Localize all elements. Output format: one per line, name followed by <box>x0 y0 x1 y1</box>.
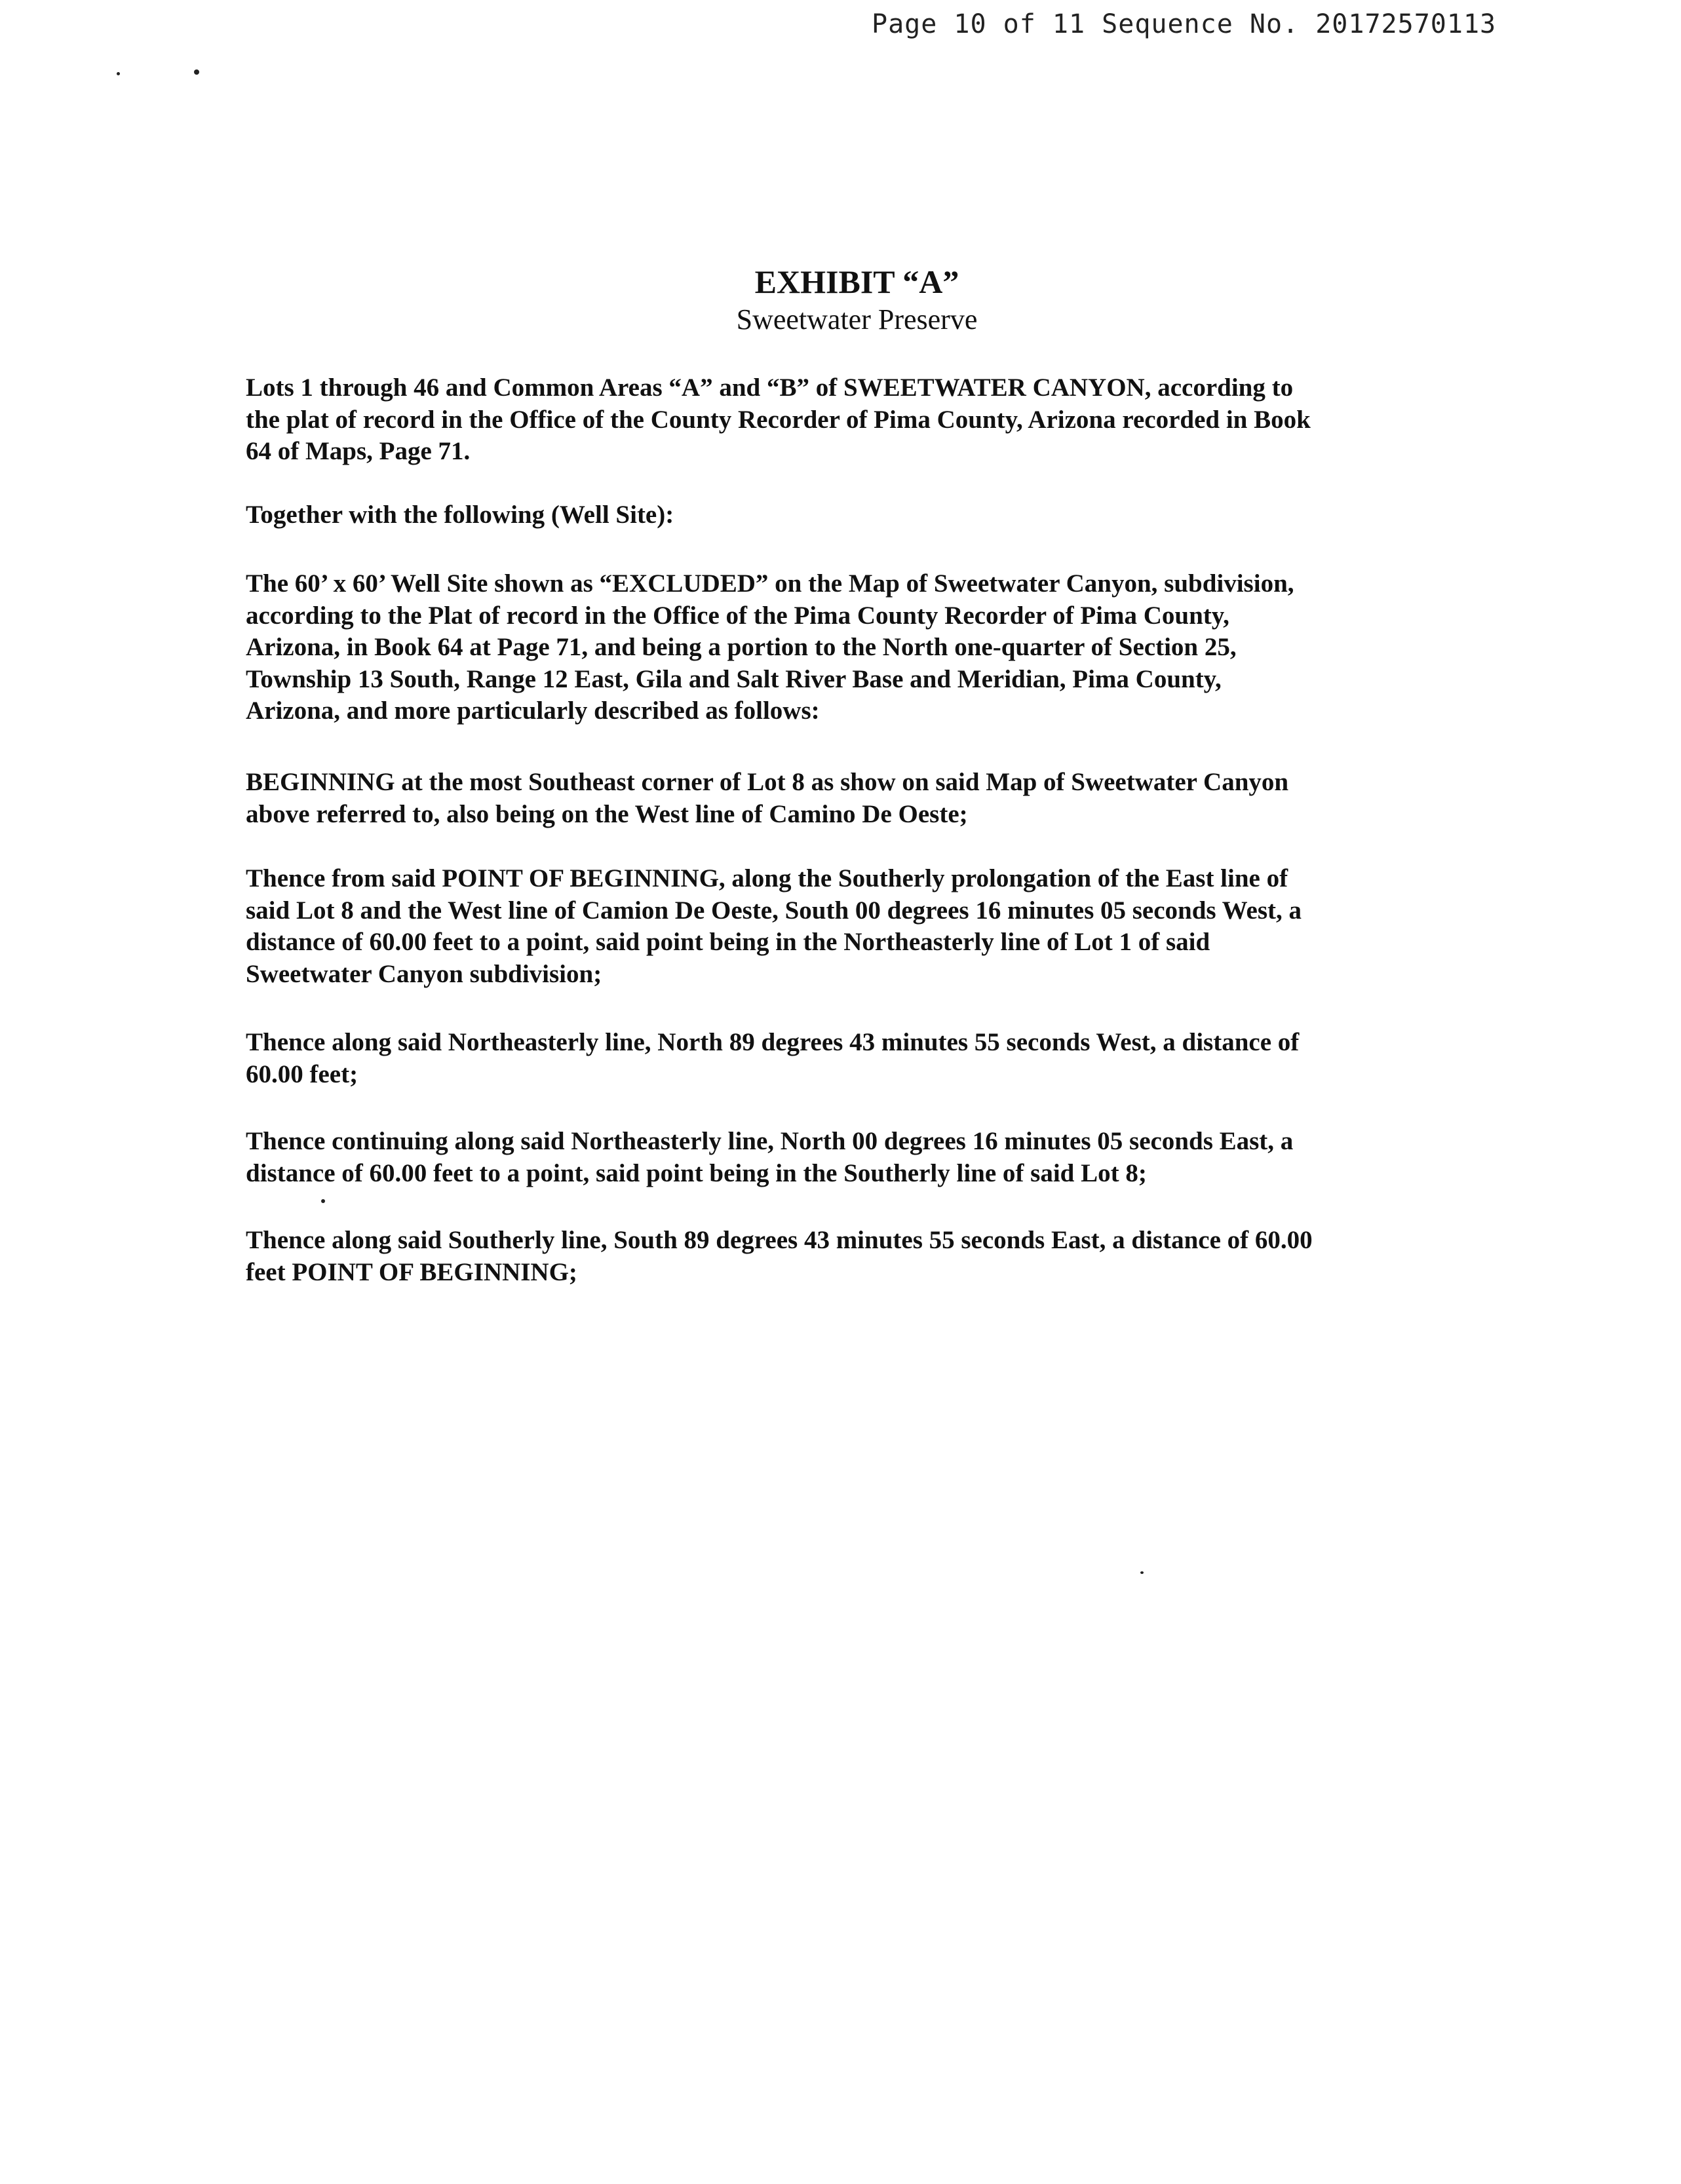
exhibit-title: EXHIBIT “A” <box>754 263 959 300</box>
text-line: 60.00 feet; <box>246 1060 358 1088</box>
paragraph-well-site <box>246 568 1445 727</box>
text-line: Arizona, in Book 64 at Page 71, and being a portion to the North one-quarter of Section 25, <box>246 633 1237 661</box>
paragraph-thence-south <box>246 863 1445 990</box>
scan-speck <box>194 69 199 75</box>
text-line: above referred to, also being on the West line of Camino De Oeste; <box>246 799 968 828</box>
paragraph-together-with <box>246 499 1445 531</box>
text-line: Sweetwater Canyon subdivision; <box>246 959 602 988</box>
exhibit-heading <box>0 262 1681 338</box>
paragraph-lots <box>246 372 1445 468</box>
text-line: Thence from said POINT OF BEGINNING, along the Southerly prolongation of the East line of <box>246 864 1288 892</box>
text-line: The 60’ x 60’ Well Site shown as “EXCLUDED” on the Map of Sweetwater Canyon, subdivision, <box>246 569 1294 598</box>
text-line: feet POINT OF BEGINNING; <box>246 1257 577 1286</box>
paragraph-thence-north <box>246 1126 1445 1189</box>
text-line: 64 of Maps, Page 71. <box>246 437 471 465</box>
text-line: BEGINNING at the most Southeast corner of Lot 8 as show on said Map of Sweetwater Canyon <box>246 768 1289 796</box>
paragraph-thence-west <box>246 1027 1445 1090</box>
text-line: Thence continuing along said Northeasterly line, North 00 degrees 16 minutes 05 seconds East, a <box>246 1127 1294 1155</box>
text-line: according to the Plat of record in the Office of the Pima County Recorder of Pima County, <box>246 601 1229 630</box>
text-line: distance of 60.00 feet to a point, said point being in the Northeasterly line of Lot 1 of said <box>246 928 1210 956</box>
text-line: said Lot 8 and the West line of Camion De Oeste, South 00 degrees 16 minutes 05 seconds West, a <box>246 896 1302 925</box>
text-line: Thence along said Northeasterly line, North 89 degrees 43 minutes 55 seconds West, a distance of <box>246 1028 1300 1056</box>
scan-speck <box>321 1199 325 1203</box>
text-line: the plat of record in the Office of the County Recorder of Pima County, Arizona recorded in Book <box>246 405 1311 434</box>
paragraph-thence-east <box>246 1225 1445 1288</box>
scan-speck <box>1140 1571 1144 1574</box>
text-line: Thence along said Southerly line, South 89 degrees 43 minutes 55 seconds East, a distance of 60.00 <box>246 1226 1313 1254</box>
paragraph-beginning <box>246 767 1445 830</box>
text-line: Together with the following (Well Site): <box>246 501 674 529</box>
text-line: Township 13 South, Range 12 East, Gila and Salt River Base and Meridian, Pima County, <box>246 664 1222 693</box>
text-line: Lots 1 through 46 and Common Areas “A” and “B” of SWEETWATER CANYON, according to <box>246 374 1294 402</box>
page-sequence-header: Page 10 of 11 Sequence No. 20172570113 <box>872 9 1497 39</box>
exhibit-subtitle: Sweetwater Preserve <box>736 303 978 335</box>
text-line: Arizona, and more particularly described as follows: <box>246 697 820 725</box>
scan-speck <box>117 72 120 75</box>
text-line: distance of 60.00 feet to a point, said point being in the Southerly line of said Lot 8; <box>246 1159 1147 1187</box>
